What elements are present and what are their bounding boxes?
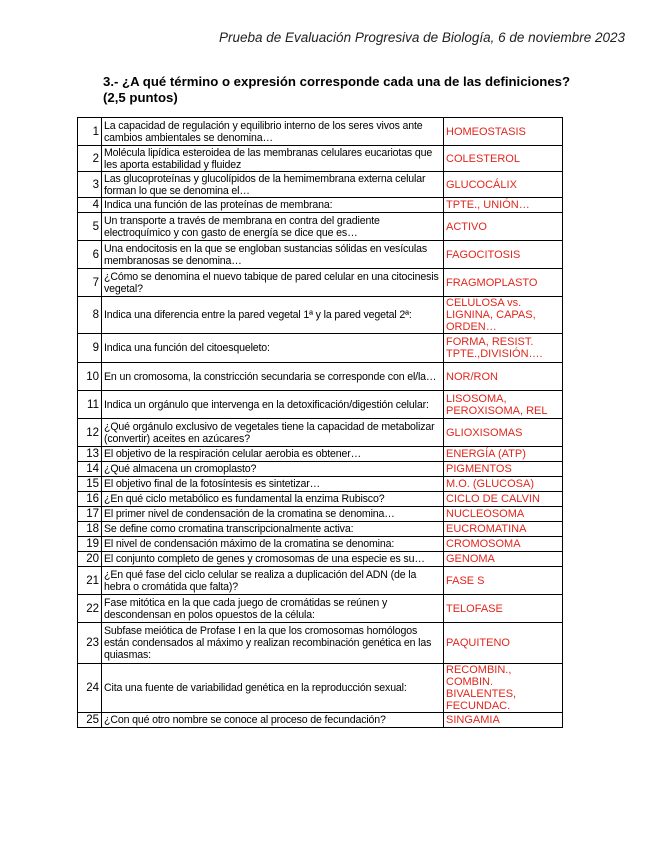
answer-text: FAGOCITOSIS bbox=[444, 241, 563, 269]
definition-text: Una endocitosis en la que se engloban sustancias sólidas en vesículas membranosas se denomina… bbox=[102, 241, 444, 269]
answer-text: NOR/RON bbox=[444, 363, 563, 391]
table-row bbox=[78, 664, 563, 713]
definition-text: ¿Cómo se denomina el nuevo tabique de pared celular en una citocinesis vegetal? bbox=[102, 269, 444, 297]
table-row bbox=[78, 552, 563, 567]
row-number: 18 bbox=[78, 522, 102, 537]
answer-text: ENERGÍA (ATP) bbox=[444, 447, 563, 462]
table-row bbox=[78, 334, 563, 363]
row-number: 14 bbox=[78, 462, 102, 477]
table-row bbox=[78, 507, 563, 522]
row-number: 24 bbox=[78, 664, 102, 713]
table-row bbox=[78, 477, 563, 492]
answer-text: ACTIVO bbox=[444, 213, 563, 241]
answer-text: PAQUITENO bbox=[444, 623, 563, 664]
definitions-table bbox=[77, 117, 563, 728]
definition-text: Un transporte a través de membrana en contra del gradiente electroquímico y con gasto de energía se dice que es… bbox=[102, 213, 444, 241]
definition-text: En un cromosoma, la constricción secundaria se corresponde con el/la… bbox=[102, 363, 444, 391]
table-row bbox=[78, 391, 563, 419]
table-row bbox=[78, 492, 563, 507]
answer-text: TPTE., UNIÓN… bbox=[444, 198, 563, 213]
table-row bbox=[78, 447, 563, 462]
table-row bbox=[78, 269, 563, 297]
page-header: Prueba de Evaluación Progresiva de Biología, 6 de noviembre 2023 bbox=[218, 30, 625, 45]
row-number: 20 bbox=[78, 552, 102, 567]
definition-text: ¿En qué ciclo metabólico es fundamental la enzima Rubisco? bbox=[102, 492, 444, 507]
definition-text: ¿Con qué otro nombre se conoce al proceso de fecundación? bbox=[102, 713, 444, 728]
row-number: 21 bbox=[78, 567, 102, 595]
definition-text: El objetivo de la respiración celular aerobia es obtener… bbox=[102, 447, 444, 462]
definition-text: La capacidad de regulación y equilibrio interno de los seres vivos ante cambios ambientales se denomina… bbox=[102, 118, 444, 146]
definition-text: Indica una función del citoesqueleto: bbox=[102, 334, 444, 363]
answer-text: FRAGMOPLASTO bbox=[444, 269, 563, 297]
row-number: 6 bbox=[78, 241, 102, 269]
table-row bbox=[78, 198, 563, 213]
answer-text: CROMOSOMA bbox=[444, 537, 563, 552]
definition-text: Molécula lipídica esteroidea de las membranas celulares eucariotas que les aporta estabilidad y fluidez bbox=[102, 146, 444, 172]
table-row bbox=[78, 297, 563, 334]
definition-text: Indica una diferencia entre la pared vegetal 1ª y la pared vegetal 2ª: bbox=[102, 297, 444, 334]
definition-text: Indica un orgánulo que intervenga en la detoxificación/digestión celular: bbox=[102, 391, 444, 419]
answer-text: CICLO DE CALVIN bbox=[444, 492, 563, 507]
row-number: 9 bbox=[78, 334, 102, 363]
definition-text: El primer nivel de condensación de la cromatina se denomina… bbox=[102, 507, 444, 522]
answer-text: GENOMA bbox=[444, 552, 563, 567]
table-row bbox=[78, 118, 563, 146]
row-number: 10 bbox=[78, 363, 102, 391]
question-title bbox=[103, 74, 603, 106]
definition-text: Subfase meiótica de Profase I en la que los cromosomas homólogos están condensados al máximo y realizan recombinación genética en las quiasmas: bbox=[102, 623, 444, 664]
row-number: 23 bbox=[78, 623, 102, 664]
row-number: 19 bbox=[78, 537, 102, 552]
table-row bbox=[78, 241, 563, 269]
table-row bbox=[78, 567, 563, 595]
answer-text: EUCROMATINA bbox=[444, 522, 563, 537]
answer-text: SINGAMIA bbox=[444, 713, 563, 728]
table-row bbox=[78, 595, 563, 623]
definition-text: El objetivo final de la fotosíntesis es sintetizar… bbox=[102, 477, 444, 492]
answer-text: FASE S bbox=[444, 567, 563, 595]
row-number: 2 bbox=[78, 146, 102, 172]
answer-text: TELOFASE bbox=[444, 595, 563, 623]
answer-text: GLIOXISOMAS bbox=[444, 419, 563, 447]
row-number: 13 bbox=[78, 447, 102, 462]
definition-text: ¿Qué orgánulo exclusivo de vegetales tiene la capacidad de metabolizar (convertir) aceites en azúcares? bbox=[102, 419, 444, 447]
answer-text: PIGMENTOS bbox=[444, 462, 563, 477]
table-row bbox=[78, 419, 563, 447]
table-row bbox=[78, 172, 563, 198]
definition-text: Se define como cromatina transcripcionalmente activa: bbox=[102, 522, 444, 537]
row-number: 3 bbox=[78, 172, 102, 198]
question-title-line-2: (2,5 puntos) bbox=[103, 90, 178, 105]
row-number: 8 bbox=[78, 297, 102, 334]
answer-text: GLUCOCÁLIX bbox=[444, 172, 563, 198]
answer-text: RECOMBIN., COMBIN. BIVALENTES, FECUNDAC. bbox=[444, 664, 563, 713]
row-number: 16 bbox=[78, 492, 102, 507]
definition-text: ¿En qué fase del ciclo celular se realiza a duplicación del ADN (de la hebra o cromátida que falta)? bbox=[102, 567, 444, 595]
definition-text: Las glucoproteínas y glucolípidos de la hemimembrana externa celular forman lo que se denomina el… bbox=[102, 172, 444, 198]
answer-text: FORMA, RESIST. TPTE.,DIVISIÓN…. bbox=[444, 334, 563, 363]
question-title-line-1: 3.- ¿A qué término o expresión corresponde cada una de las definiciones? bbox=[103, 74, 571, 89]
table-row bbox=[78, 213, 563, 241]
row-number: 5 bbox=[78, 213, 102, 241]
row-number: 25 bbox=[78, 713, 102, 728]
table-row bbox=[78, 522, 563, 537]
answer-text: HOMEOSTASIS bbox=[444, 118, 563, 146]
row-number: 15 bbox=[78, 477, 102, 492]
answer-text: NUCLEOSOMA bbox=[444, 507, 563, 522]
row-number: 1 bbox=[78, 118, 102, 146]
row-number: 17 bbox=[78, 507, 102, 522]
table-row bbox=[78, 623, 563, 664]
definition-text: ¿Qué almacena un cromoplasto? bbox=[102, 462, 444, 477]
answer-text: CELULOSA vs. LIGNINA, CAPAS, ORDEN… bbox=[444, 297, 563, 334]
table-row bbox=[78, 713, 563, 728]
definition-text: El conjunto completo de genes y cromosomas de una especie es su… bbox=[102, 552, 444, 567]
row-number: 11 bbox=[78, 391, 102, 419]
definition-text: Fase mitótica en la que cada juego de cromátidas se reúnen y descondensan en polos opuestos de la célula: bbox=[102, 595, 444, 623]
row-number: 12 bbox=[78, 419, 102, 447]
row-number: 22 bbox=[78, 595, 102, 623]
table-row bbox=[78, 537, 563, 552]
definition-text: Cita una fuente de variabilidad genética en la reproducción sexual: bbox=[102, 664, 444, 713]
table-row bbox=[78, 363, 563, 391]
answer-text: COLESTEROL bbox=[444, 146, 563, 172]
table-row bbox=[78, 462, 563, 477]
definitions-table-body bbox=[78, 118, 563, 728]
answer-text: LISOSOMA, PEROXISOMA, REL bbox=[444, 391, 563, 419]
table-row bbox=[78, 146, 563, 172]
answer-text: M.O. (GLUCOSA) bbox=[444, 477, 563, 492]
definition-text: Indica una función de las proteínas de membrana: bbox=[102, 198, 444, 213]
row-number: 4 bbox=[78, 198, 102, 213]
definition-text: El nivel de condensación máximo de la cromatina se denomina: bbox=[102, 537, 444, 552]
row-number: 7 bbox=[78, 269, 102, 297]
